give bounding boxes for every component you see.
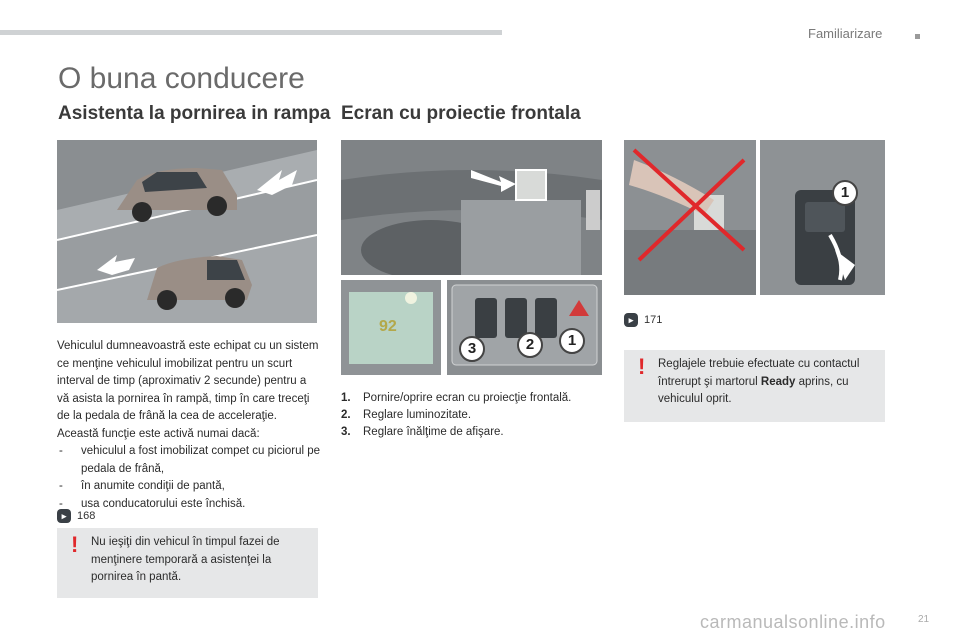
callout-2: 2 — [517, 332, 543, 358]
list-text: Reglare luminozitate. — [363, 409, 472, 421]
page-number: 21 — [918, 614, 930, 625]
hill-start-warning — [57, 528, 318, 598]
warning-text — [658, 356, 870, 409]
list-item — [341, 390, 606, 407]
hud-dashboard-illustration — [341, 140, 602, 275]
condition-text: în anumite condiţii de pantă, — [81, 480, 225, 492]
condition-item: - în anumite condiţii de pantă, — [59, 480, 225, 492]
watermark: carmanualsonline.info — [700, 612, 886, 632]
warning-icon: ! — [71, 532, 79, 557]
list-number: 2. — [341, 409, 351, 421]
condition-item: - usa conducatorului este închisă. — [59, 497, 246, 510]
callout-1: 1 — [559, 328, 585, 354]
page-reference-number: 171 — [644, 314, 663, 326]
hud-warning — [624, 350, 885, 422]
page-reference-168[interactable] — [57, 509, 95, 523]
hill-start-active-when: Această funcţie este activă numai dacă: — [57, 427, 260, 440]
hill-start-paragraph: Vehiculul dumneavoastră este echipat cu un sistem ce menţine vehiculul imobilizat pentru un scurt interval de timp (aproximativ 2 secunde) pentru a vă asista la pornirea în rampă, timp în care treceţi de la pedala de frână la cea de acceleraţie. — [57, 340, 319, 422]
hill-start-illustration — [57, 140, 317, 323]
hud-heading: Ecran cu proiectie frontala — [341, 103, 581, 124]
list-number: 1. — [341, 392, 351, 404]
hud-controls-illustration — [447, 280, 602, 375]
hud-controls-list — [341, 390, 606, 441]
header-dot — [915, 34, 920, 39]
hud-switch-illustration — [760, 140, 885, 295]
page-reference-171[interactable] — [624, 313, 662, 327]
page-title: O buna conducere — [58, 62, 305, 95]
list-text: Reglare înălţime de afişare. — [363, 426, 504, 438]
list-item — [341, 424, 606, 441]
header-rule — [0, 30, 502, 35]
chevron-right-icon: ▸ — [57, 509, 71, 523]
callout-3: 3 — [459, 336, 485, 362]
condition-text: usa conducatorului este închisă. — [81, 497, 246, 510]
hud-screen-hand-illustration — [624, 140, 756, 295]
warning-text: Nu ieşiţi din vehicul în timpul fazei de menţinere temporară a asistenţei la pornirea în pantă. — [91, 536, 280, 583]
chevron-right-icon: ▸ — [624, 313, 638, 327]
warning-text-bold: Ready — [760, 375, 796, 388]
callout-1: 1 — [832, 180, 858, 206]
hud-display-illustration — [341, 280, 441, 375]
warning-icon: ! — [638, 354, 646, 379]
hill-start-description — [57, 338, 321, 513]
list-text: Pornire/oprire ecran cu proiecţie frontală. — [363, 392, 572, 404]
list-item — [341, 407, 606, 424]
warning-text-pre: Reglajele trebuie efectuate cu contactul întrerupt şi martorul — [658, 358, 860, 388]
condition-text: vehiculul a fost imobilizat compet cu piciorul pe pedala de frână, — [81, 445, 321, 475]
page-reference-number: 168 — [77, 510, 96, 522]
hud-speed-readout: 92 — [379, 318, 397, 335]
warning-text-post: aprins, cu vehiculul oprit. — [658, 375, 849, 405]
section-name: Familiarizare — [808, 26, 883, 41]
list-number: 3. — [341, 426, 351, 438]
hill-start-heading: Asistenta la pornirea in rampa — [58, 103, 331, 124]
condition-item: - vehiculul a fost imobilizat compet cu piciorul pe pedala de frână, — [59, 445, 321, 475]
